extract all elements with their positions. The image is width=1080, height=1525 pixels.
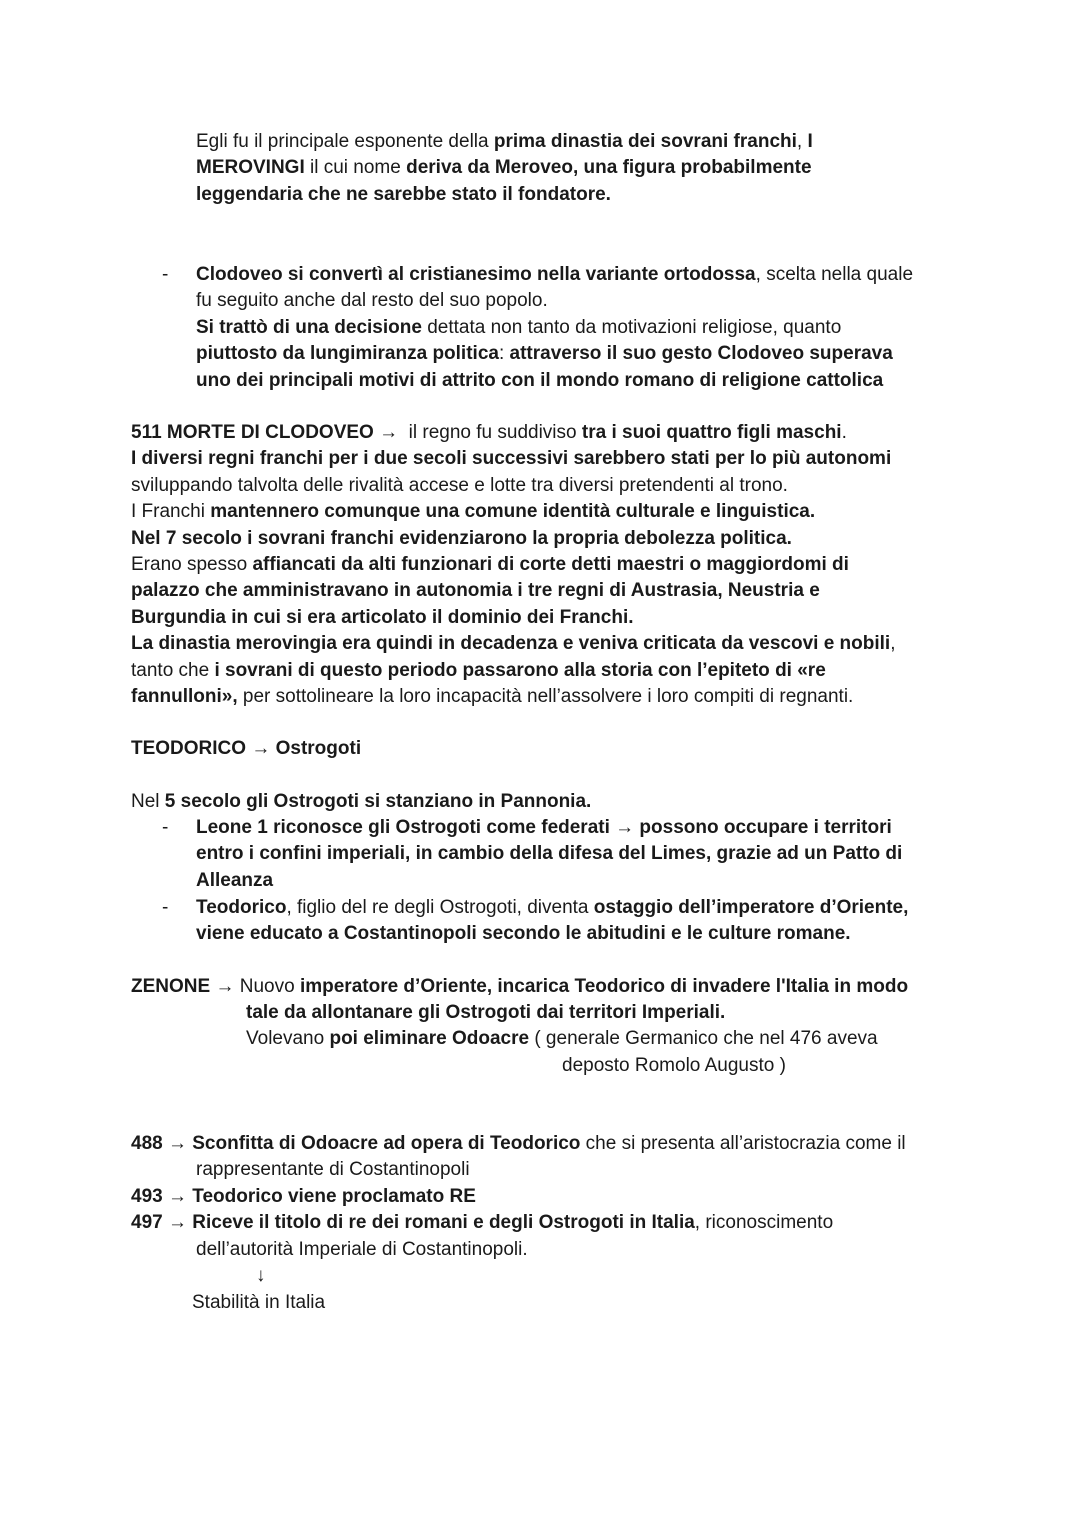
bold-text: uno dei principali motivi di attrito con il mondo romano di religione cattolica [196,369,884,391]
text-line [196,315,976,341]
text-line [196,815,976,841]
timeline-event-488-cont [196,1157,976,1183]
text: . [841,422,847,443]
text-line [196,868,976,894]
bold-text: 511 MORTE DI CLODOVEO → [131,422,399,443]
merovingi-paragraph [196,129,976,208]
bold-text: tale da allontanare gli Ostrogoti dai territori Imperiali. [246,1002,726,1023]
text-line [196,368,976,394]
text: , riconoscimento [694,1212,834,1233]
bold-text: prima dinastia dei sovrani franchi [493,131,797,152]
text-line [196,1157,976,1183]
text-line [246,1026,966,1052]
text: : [498,343,510,365]
text-line [196,182,976,208]
text-line [131,631,981,657]
bold-text: Clodoveo si convertì al cristianesimo nella variante ortodossa [196,264,756,285]
bold-text: 488 → Sconfitta di Odoacre ad opera di Teodorico [131,1133,581,1154]
text-line [196,262,976,288]
down-arrow-icon [256,1263,266,1289]
bold-text: ostaggio dell’imperatore d’Oriente, [593,897,909,918]
text-line [131,526,981,552]
bold-text: leggendaria che ne sarebbe stato il fondatore. [196,183,611,205]
text: per sottolineare la loro incapacità nell’assolvere i loro compiti di regnanti. [237,686,854,708]
result-text [192,1290,325,1316]
text: il regno fu suddiviso [398,422,582,443]
text-line [131,1210,981,1236]
text: dettata non tanto da motivazioni religiose, quanto [421,316,842,338]
bold-text: 493 → Teodorico viene proclamato RE [131,1186,476,1207]
text-line [131,552,981,578]
morte-clodoveo-paragraph [131,420,981,710]
text-line [196,155,976,181]
bold-text: mantennero comunque una comune identità culturale e linguistica. [210,501,816,523]
text-line [196,341,976,367]
text: fu seguito anche dal resto del suo popolo. [196,290,548,312]
bold-text: piuttosto da lungimiranza politica [196,343,499,365]
bold-text: viene educato a Costantinopoli secondo le abitudini e le culture romane. [196,923,851,945]
text-line [131,974,981,1000]
timeline-event-493 [131,1184,981,1210]
text-line [131,605,981,631]
text: deposto Romolo Augusto ) [562,1055,786,1076]
bold-text: La dinastia merovingia era quindi in decadenza e veniva criticata da vescovi e nobili [131,633,891,655]
text-line [131,1184,981,1210]
text-line [246,1000,966,1026]
bold-text: attraverso il suo gesto Clodoveo superava [509,343,893,365]
text: , [796,131,808,152]
bold-text: i sovrani di questo periodo passarono alla storia con l’epiteto di «re [214,659,826,681]
text: sviluppando talvolta delle rivalità accese e lotte tra diversi pretendenti al trono. [131,474,788,496]
text-line [196,288,976,314]
bold-text: ZENONE [131,976,211,997]
bold-text: MEROVINGI [196,157,305,179]
text-line [196,841,976,867]
text-line [131,420,981,446]
zenone-paragraph [131,974,981,1000]
text: , scelta nella quale [755,264,914,285]
bold-text: Alleanza [196,869,274,891]
bold-text: poi eliminare Odoacre [329,1028,530,1050]
bold-text: imperatore d’Oriente, incarica Teodorico di invadere l'Italia in modo [299,976,909,997]
text-line [131,1131,981,1157]
bold-text: Si trattò di una decisione [196,316,422,338]
text-line [196,1237,976,1263]
bullet-dash: - [162,817,169,838]
text-line [196,921,976,947]
clodoveo-bullet [196,262,976,394]
text: il cui nome [304,157,407,179]
text: Stabilità in Italia [192,1292,326,1313]
text-line [562,1053,982,1079]
text: Erano spesso [131,554,253,576]
text: Egli fu il principale esponente della [196,131,494,152]
bold-text: palazzo che amministravano in autonomia i tre regni di Austrasia, Neustria e [131,580,820,602]
bold-text: I [807,131,813,152]
bold-text: deriva da Meroveo, una figura probabilmente [406,157,812,179]
bold-text: 497 → Riceve il titolo di re dei romani e degli Ostrogoti in Italia [131,1212,695,1233]
bold-text: I diversi regni franchi per i due secoli successivi sarebbero stati per lo più autonomi [131,448,892,470]
text: dell’autorità Imperiale di Costantinopoli. [196,1239,528,1260]
text-line [196,129,976,155]
text-line [131,446,981,472]
arrow-text: ↓ [256,1265,266,1286]
teodorico-bullet [196,895,976,948]
bold-text: Burgundia in cui si era articolato il dominio dei Franchi. [131,606,634,628]
text-line [131,499,981,525]
bold-text: Leone 1 riconosce gli Ostrogoti come federati → possono occupare i territori [196,817,892,838]
text: che si presenta all’aristocrazia come il [580,1133,906,1154]
leone-bullet [196,815,976,894]
bold-text: entro i confini imperiali, in cambio della difesa del Limes, grazie ad un Patto di [196,843,903,865]
text: ( generale Germanico che nel 476 aveva [529,1028,878,1050]
text-line [196,895,976,921]
bold-text: Nel 7 secolo i sovrani franchi evidenziarono la propria debolezza politica. [131,527,792,549]
bold-text: affiancati da alti funzionari di corte detti maestri o maggiordomi di [252,554,849,576]
timeline-event-497-cont [196,1237,976,1263]
text: Volevano [246,1028,330,1050]
bold-text: Teodorico [196,897,287,918]
text-line [131,658,981,684]
text-line [131,473,981,499]
section-title-teodorico [131,736,981,762]
bold-text: tra i suoi quattro figli maschi [581,422,842,443]
timeline-event-497 [131,1210,981,1236]
text-line [131,789,981,815]
bullet-dash: - [162,897,169,918]
text: I Franchi [131,501,211,523]
text: → Nuovo [210,976,300,997]
zenone-continuation [246,1000,966,1053]
ostrogoti-intro [131,789,981,815]
text: tanto che [131,659,215,681]
bullet-dash: - [162,264,169,285]
text: rappresentante di Costantinopoli [196,1159,470,1180]
text: Nel [131,791,165,812]
text-line [131,684,981,710]
bold-text: 5 secolo gli Ostrogoti si stanziano in Pannonia. [164,791,592,812]
bold-text: fannulloni», [131,686,238,708]
bold-text: TEODORICO → Ostrogoti [131,738,362,759]
text: , [890,633,896,655]
zenone-note [562,1053,982,1079]
text-line [131,578,981,604]
timeline-event-488 [131,1131,981,1157]
text: , figlio del re degli Ostrogoti, diventa [286,897,594,918]
